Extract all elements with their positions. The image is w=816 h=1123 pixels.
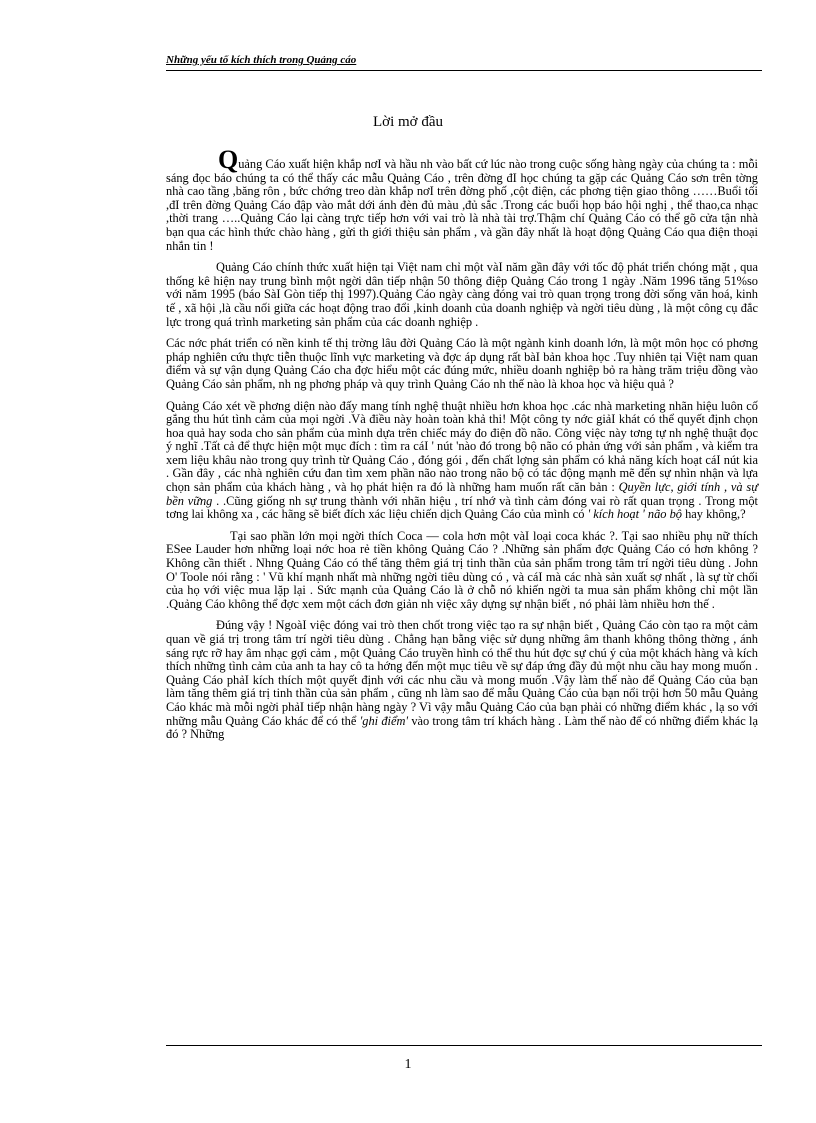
- paragraph-6-text-c: vào trong tâm trí khách hàng . Làm thế nào để có những điểm khác lạ đó ? Những: [166, 713, 758, 742]
- page-number: 1: [404, 1057, 412, 1072]
- paragraph-4-italic-b: Quyền lực, giới tính , và sự bền vững: [166, 480, 758, 508]
- page-title: Lời mở đầu: [372, 114, 444, 130]
- document-body: [166, 145, 758, 750]
- paragraph-1-text: uảng Cáo xuất hiện khắp nơI và hầu nh vào bất cứ lúc nào trong cuộc sống hàng ngày của chúng ta : mỗi sáng đọc báo chúng ta có thể thấy các mẫu Quảng Cáo , trên đờng đI học chúng ta gặp các Quảng Cáo sơn trên tờng nhà cao tầng ,băng rôn , bức chớng treo dàn khắp nơI trên đờng phố ,cột điện, các phơng tiện giao thông ……Buổi tối ,đI trên đờng Quảng Cáo đập vào mắt dới ánh đèn đủ màu ,đủ sắc .Trong các buổi họp báo hội nghị , thể thao,ca nhạc ,thời trang …..Quảng Cáo lại càng trực tiếp hơn với vai trò là nhà tài trợ.Thậm chí Quảng Cáo có thể gõ cửa tận nhà bạn qua các hình thức chào hàng , gửi th giới thiệu sản phẩm , và gần đây nhất là hoạt động Quảng Cáo qua điện thoại nhắn tin !: [166, 157, 758, 253]
- paragraph-4: [166, 400, 758, 522]
- running-header: [166, 50, 762, 71]
- paragraph-4-text-c: . .Cũng giống nh sự trung thành với nhãn hiệu , trí nhớ và tình cảm đóng vai rò rất quan trọng . Trong một tơng lai không xa , các hãng sẽ biết đích xác liệu chiến dịch Quảng Cáo của mình có: [166, 493, 758, 522]
- footer-divider: [166, 1045, 762, 1046]
- paragraph-5: Tại sao phần lớn mọi ngời thích Coca — cola hơn một vàI loại coca khác ?. Tại sao nhiều phụ nữ thích ESee Lauder hơn những loại nớc hoa rẻ tiền không Quảng Cáo ? .Những sản phẩm đợc Quảng Cáo có hơn không ? Không cần thiết . Nhng Quảng Cáo có thể tăng thêm giá trị tinh thần của sản phẩm trong tâm trí ngời tiêu dùng . John O' Toole nói rằng : ' Vũ khí mạnh nhất mà những ngời tiêu dùng có , và cáI mà các nhà sản xuất sợ nhất , là sự từ chối của họ với việc mua lặp lại . Sức mạnh của Quảng Cáo là ở chỗ nó khiến ngời ta mua sản phẩm không chỉ một lần .Quảng Cáo không thể đợc xem một cách đơn giản nh việc xây dựng sự nhận biết , nó phải làm nhiều hơn thế .: [166, 528, 758, 611]
- paragraph-4-text-a: Quảng Cáo xét về phơng diện nào đấy mang tính nghệ thuật nhiều hơn khoa học .các nhà marketing nhãn hiệu luôn cố gắng thu hút tình cảm của mọi ngời .Và điều này hoàn toàn khả thi! Một công ty nớc giảI khát có thể quyết định chọn hoa quả hay soda cho sản phẩm của mình dựa trên chiếc máy đo điện đồ não. Công việc này tơng tự nh nghệ thuật đọc ý nghĩ .Tất cả để thực hiện một mục đích : tìm ra cáI ' nút 'nào đó trong bộ não có phản ứng với sản phẩm , và kiểm tra xem liệu khâu nào trong quy trình từ Quảng Cáo , đóng gói , đến chất lợng sản phẩm có khả năng kích hoạt cáI nút kia . Gần đây , các nhà nghiên cứu đan tìm xem phần não nào trong não bộ có tác động mạnh mẽ đến sự nhìn nhận và lựa chọn sản phẩm của khách hàng , và họ phát hiện ra đó là những ham muốn rất căn bản :: [166, 398, 758, 495]
- running-header-text: Những yếu tố kích thích trong Quảng cáo: [166, 54, 357, 66]
- paragraph-4-text-e: hay không,?: [685, 507, 746, 522]
- paragraph-4-italic-d: ' kích hoạt ' não bộ: [587, 507, 682, 522]
- paragraph-2: Quảng Cáo chính thức xuất hiện tại Việt nam chỉ một vàI năm gần đây với tốc độ phát triển chóng mặt , qua thống kê hiện nay trung bình một ngời dân tiếp nhận 50 thông điệp Quảng Cáo trong 1 ngày .Năm 1996 tăng 51%so với năm 1995 (báo SàI Gòn tiếp thị 1997).Quảng Cáo ngày càng đóng vai trò quan trọng trong đời sống văn hoá, kinh tế , xã hội ,là cầu nối giữa các hoạt động trao đổi ,kinh doanh của doanh nghiệp và ngời tiêu dùng , là một công cụ đắc lực trong quá trình marketing sản phẩm của các doanh nghiệp .: [166, 260, 758, 329]
- paragraph-6-text-a: Đúng vậy ! NgoàI việc đóng vai trò then chốt trong việc tạo ra sự nhận biết , Quảng Cáo còn tạo ra một cảm quan về giá trị trong tâm trí ngời tiêu dùng . Chẳng hạn bằng việc sử dụng những âm thanh không thông thờng , ánh sáng rực rỡ hay âm nhạc gợi cảm , một Quảng Cáo truyền hình có thể thu hút đợc sự chú ý của một khách hàng và kích thích những tình cảm của anh ta hay cô ta hớng đến một mục tiêu về sự đáp ứng đầy đủ một nhu cầu hay mong muốn . Quảng Cáo phảI kích thích một quyết định với các nhu cầu và mong muốn .Vậy làm thế nào để Quảng Cáo của bạn làm tăng thêm giá trị tinh thần của sản phẩm , cũng nh làm sao để mẫu Quảng Cáo của bạn nổi trội hơn 50 mẫu Quảng Cáo khác mà mỗi ngời phảI tiếp nhận hàng ngày ? Vì vậy mẫu Quảng Cáo của bạn phải có những điểm khác , lạ so với những mẫu Quảng Cáo khác để có thể: [166, 618, 758, 728]
- drop-cap: Q: [218, 145, 239, 174]
- paragraph-3: Các nớc phát triển có nền kinh tế thị trờng lâu đời Quảng Cáo là một ngành kinh doanh lớn, là một môn học có phơng pháp nghiên cứu thực tiễn thuộc lĩnh vực marketing và đợc áp dụng rất bàI bản khoa học .Tuy nhiên tại Việt nam quan điểm và sự vận dụng Quảng Cáo cha đợc hiểu một các đúng mức, nhiều doanh nghiệp bỏ ra hàng trăm triệu đồng vào Quảng Cáo sản phẩm, nh ng phơng pháp và quy trình Quảng Cáo nh thế nào là khoa học và hiệu quả ?: [166, 336, 758, 391]
- paragraph-1: [166, 145, 758, 253]
- paragraph-6-italic-b: 'ghi điểm': [359, 713, 409, 728]
- paragraph-6: [166, 619, 758, 741]
